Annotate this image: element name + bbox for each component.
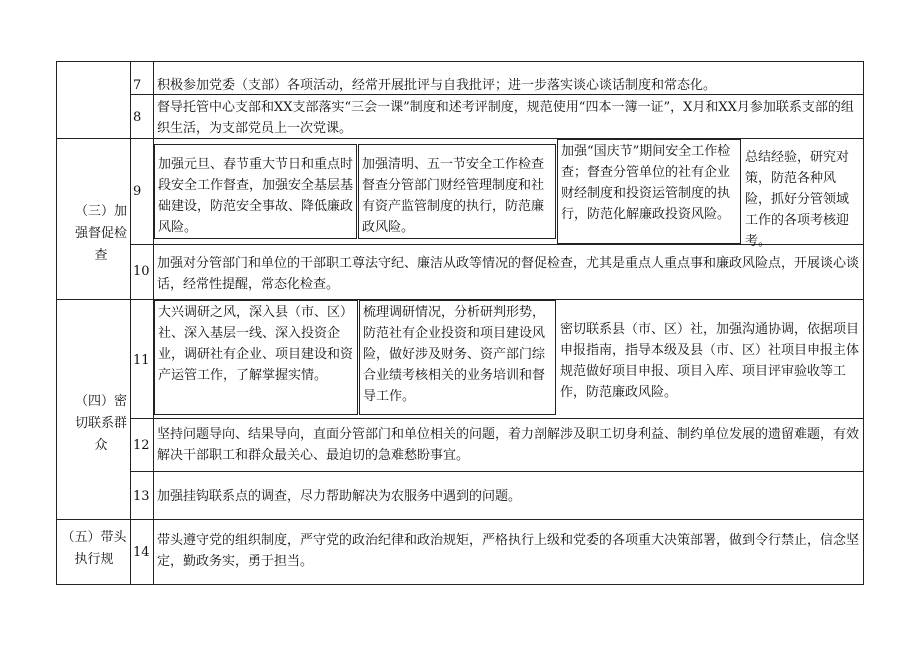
row-text: 加强挂钩联系点的调查，尽力帮助解决为农服务中遇到的问题。	[157, 489, 522, 504]
row-number: 13	[133, 489, 150, 504]
row-border	[56, 61, 864, 62]
task-cell: 梳理调研情况，分析研判形势，防范社有企业投资和项目建设风险，做好涉及财务、资产部门综合业绩考核相关的业务培训和督导工作。	[359, 300, 556, 415]
row-number: 7	[133, 78, 142, 93]
row-border	[130, 471, 864, 472]
col-border	[863, 61, 864, 585]
row-text: 带头遵守党的组织制度，严守党的政治纪律和政治规矩，严格执行上级和党委的各项重大决策部署，做到令行禁止，信念坚定，勤政务实，勇于担当。	[157, 533, 860, 569]
task-cell: 总结经验，研究对策，防范各种风险，抓好分管领域工作的各项考核迎考。	[745, 150, 850, 249]
row-number: 14	[133, 545, 150, 560]
col-border	[130, 61, 131, 585]
row-text: 坚持问题导向、结果导向，直面分管部门和单位相关的问题，着力剖解涉及职工切身利益、制约单位发展的遗留难题，有效解决干部职工和群众最关心、最迫切的急难愁盼事宜。	[157, 427, 860, 463]
category-contact-masses: （四）密切联系群众	[75, 394, 128, 453]
row-border	[130, 418, 864, 419]
row-text: 督导托管中心支部和XX支部落实“三会一课”制度和述考评制度，规范使用“四本一簿一证”，X月和XX月参加联系支部的组织生活，为支部党员上一次党课。	[157, 100, 854, 136]
category-supervision: （三）加强督促检查	[75, 204, 128, 263]
task-cell: 加强清明、五一节安全工作检查督查分管部门财经管理制度和社有资产监管制度的执行，防范廉政风险。	[358, 144, 556, 239]
category-execute-rules: （五）带头执行规	[61, 530, 127, 567]
row-border	[56, 519, 864, 520]
task-cell: 加强元旦、春节重大节日和重点时段安全工作督查，加强安全基层基础建设，防范安全事故、降低廉政风险。	[154, 144, 357, 239]
col-border	[56, 61, 57, 585]
row-text: 加强对分管部门和单位的干部职工尊法守纪、廉洁从政等情况的督促检查，尤其是重点人重点事和廉政风险点，开展谈心谈话，经常性提醒，常态化检查。	[157, 256, 860, 292]
task-cell: 加强“国庆节”期间安全工作检查；督查分管单位的社有企业财经制度和投资运管制度的执行，防范化解廉政投资风险。	[557, 139, 741, 244]
row-number: 10	[133, 264, 150, 279]
row-border	[56, 584, 864, 585]
row-number: 12	[133, 438, 150, 453]
work-plan-table	[56, 61, 864, 585]
row-number: 8	[133, 110, 142, 125]
row-text: 积极参加党委（支部）各项活动，经常开展批评与自我批评；进一步落实谈心谈话制度和常态化。	[157, 78, 717, 93]
row-number: 11	[133, 353, 150, 368]
task-cell: 密切联系县（市、区）社，加强沟通协调，依据项目申报指南，指导本级及县（市、区）社项目申报主体规范做好项目申报、项目入库、项目评审验收等工作，防范廉政风险。	[560, 322, 860, 400]
row-number: 9	[133, 184, 142, 199]
task-cell: 大兴调研之风，深入县（市、区）社、深入基层一线、深入投资企业，调研社有企业、项目建设和资产运管工作，了解掌握实情。	[154, 300, 358, 415]
